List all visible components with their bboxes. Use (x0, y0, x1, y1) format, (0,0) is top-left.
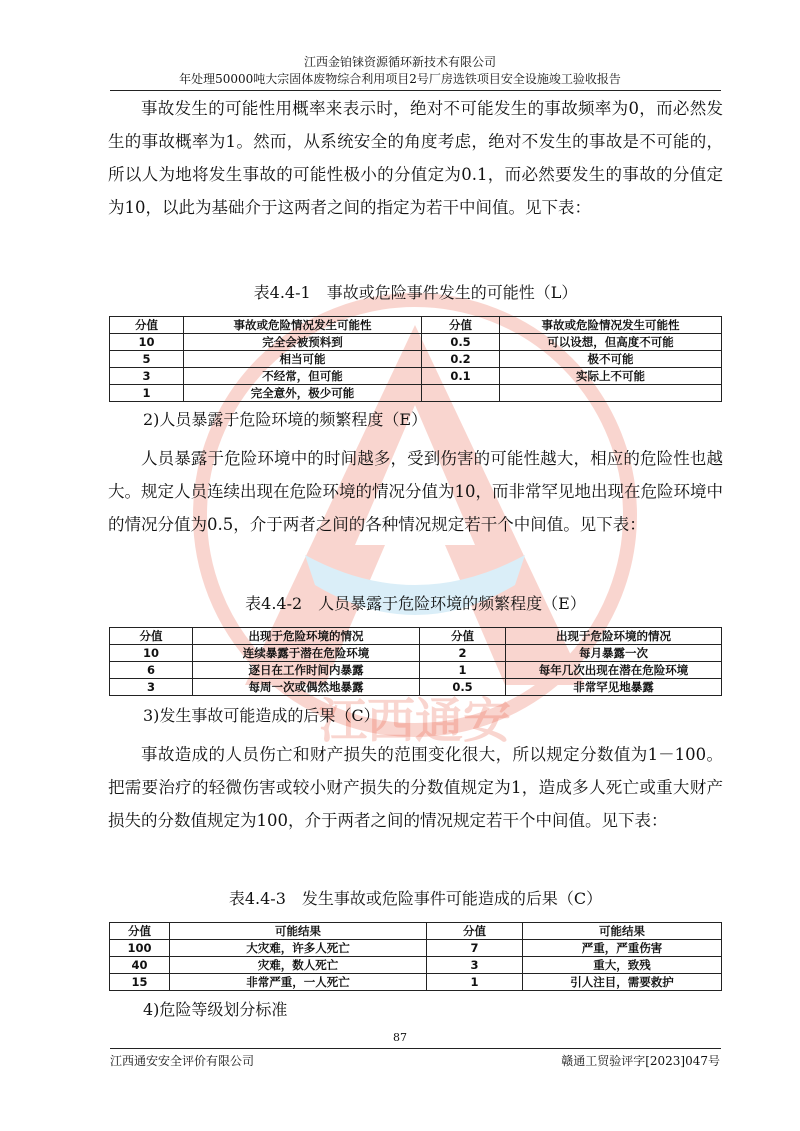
table-cell: 每月暴露一次 (506, 645, 722, 662)
table-cell: 0.1 (422, 368, 500, 385)
table-cell: 10 (110, 645, 193, 662)
table-row (110, 974, 722, 991)
table-cell: 完全意外，极少可能 (184, 385, 422, 402)
table-cell: 0.2 (422, 351, 500, 368)
table-cell (422, 385, 500, 402)
header-divider (110, 90, 721, 91)
table-row (110, 679, 722, 696)
table-header-cell: 分值 (110, 923, 170, 940)
table-header-cell: 事故或危险情况发生可能性 (184, 317, 422, 334)
table-header-cell: 分值 (420, 628, 506, 645)
table-header-cell: 事故或危险情况发生可能性 (500, 317, 722, 334)
table-cell: 0.5 (422, 334, 500, 351)
table-row (110, 940, 722, 957)
table-cell: 严重，严重伤害 (523, 940, 722, 957)
table-row (110, 368, 722, 385)
table-cell: 灾难，数人死亡 (170, 957, 427, 974)
table-cell: 1 (420, 662, 506, 679)
watermark-text: 江西通安 (318, 693, 512, 745)
table-cell: 0.5 (420, 679, 506, 696)
table-cell: 相当可能 (184, 351, 422, 368)
table-header-cell: 可能结果 (170, 923, 427, 940)
table-row (110, 645, 722, 662)
table-cell: 6 (110, 662, 193, 679)
table-cell: 1 (427, 974, 523, 991)
table-header-cell: 分值 (110, 317, 184, 334)
page-number: 87 (393, 1031, 407, 1044)
table-cell (500, 385, 722, 402)
table-cell: 每年几次出现在潜在危险环境 (506, 662, 722, 679)
table-cell: 非常罕见地暴露 (506, 679, 722, 696)
table-cell: 大灾难，许多人死亡 (170, 940, 427, 957)
table-header-row (110, 628, 722, 645)
table-header-row (110, 923, 722, 940)
header-company: 江西金铂铼资源循环新技术有限公司 (303, 55, 496, 69)
table-header-cell: 分值 (427, 923, 523, 940)
table-cell: 引人注目，需要救护 (523, 974, 722, 991)
table-cell: 3 (427, 957, 523, 974)
table-cell: 完全会被预料到 (184, 334, 422, 351)
table-header-row (110, 317, 722, 334)
table-cell: 10 (110, 334, 184, 351)
table-cell: 逐日在工作时间内暴露 (193, 662, 420, 679)
table-cell: 2 (420, 645, 506, 662)
footer-report-number: 赣通工贸验评字[2023]047号 (561, 1054, 720, 1068)
table-cell: 5 (110, 351, 184, 368)
table-cell: 15 (110, 974, 170, 991)
table-cell: 连续暴露于潜在危险环境 (193, 645, 420, 662)
table-row (110, 957, 722, 974)
table-row (110, 385, 722, 402)
table-cell: 100 (110, 940, 170, 957)
table-cell: 可以设想，但高度不可能 (500, 334, 722, 351)
section3-paragraph: 事故造成的人员伤亡和财产损失的范围变化很大，所以规定分数值为1－100。把需要治疗的轻微伤害或较小财产损失的分数值规定为1，造成多人死亡或重大财产损失的分数值规定为100，介于两者之间的情况规定若干个中间值。见下表： (108, 745, 723, 830)
table-cell: 每周一次或偶然地暴露 (193, 679, 420, 696)
header-report-title: 年处理50000吨大宗固体废物综合利用项目2号厂房选铁项目安全设施竣工验收报告 (179, 72, 621, 86)
table-cell: 实际上不可能 (500, 368, 722, 385)
footer-company: 江西通安安全评价有限公司 (110, 1054, 255, 1068)
table-row (110, 334, 722, 351)
footer-divider (110, 1048, 721, 1049)
table1 (109, 316, 722, 402)
page-header (0, 54, 800, 88)
table-cell: 1 (110, 385, 184, 402)
intro-paragraph: 事故发生的可能性用概率来表示时，绝对不可能发生的事故频率为0，而必然发生的事故概率为1。然而，从系统安全的角度考虑，绝对不发生的事故是不可能的，所以人为地将发生事故的可能性极小的分值定为0.1，而必然要发生的事故的分值定为10，以此为基础介于这两者之间的指定为若干中间值。见下表： (108, 99, 723, 217)
table-cell: 重大，致残 (523, 957, 722, 974)
table-cell: 7 (427, 940, 523, 957)
section4-title: 4)危险等级划分标准 (143, 1000, 288, 1019)
table-header-cell: 分值 (422, 317, 500, 334)
table1-caption: 表4.4-1 事故或危险事件发生的可能性（L） (253, 283, 578, 302)
table-header-cell: 出现于危险环境的情况 (506, 628, 722, 645)
table-row (110, 351, 722, 368)
table-cell: 不经常，但可能 (184, 368, 422, 385)
table-cell: 40 (110, 957, 170, 974)
table-cell: 3 (110, 679, 193, 696)
table-cell: 非常严重，一人死亡 (170, 974, 427, 991)
section2-title: 2)人员暴露于危险环境的频繁程度（E） (143, 410, 428, 429)
table3-caption: 表4.4-3 发生事故或危险事件可能造成的后果（C） (228, 889, 603, 908)
table-header-cell: 可能结果 (523, 923, 722, 940)
table3 (109, 922, 722, 991)
table2-caption: 表4.4-2 人员暴露于危险环境的频繁程度（E） (245, 594, 586, 613)
table2 (109, 627, 722, 696)
table-header-cell: 分值 (110, 628, 193, 645)
table-header-cell: 出现于危险环境的情况 (193, 628, 420, 645)
section3-title: 3)发生事故可能造成的后果（C） (143, 706, 380, 725)
table-row (110, 662, 722, 679)
table-cell: 3 (110, 368, 184, 385)
table-cell: 极不可能 (500, 351, 722, 368)
section2-paragraph: 人员暴露于危险环境中的时间越多，受到伤害的可能性越大，相应的危险性也越大。规定人员连续出现在危险环境的情况分值为10，而非常罕见地出现在危险环境中的情况分值为0.5，介于两者之间的各种情况规定若干个中间值。见下表： (108, 449, 723, 534)
